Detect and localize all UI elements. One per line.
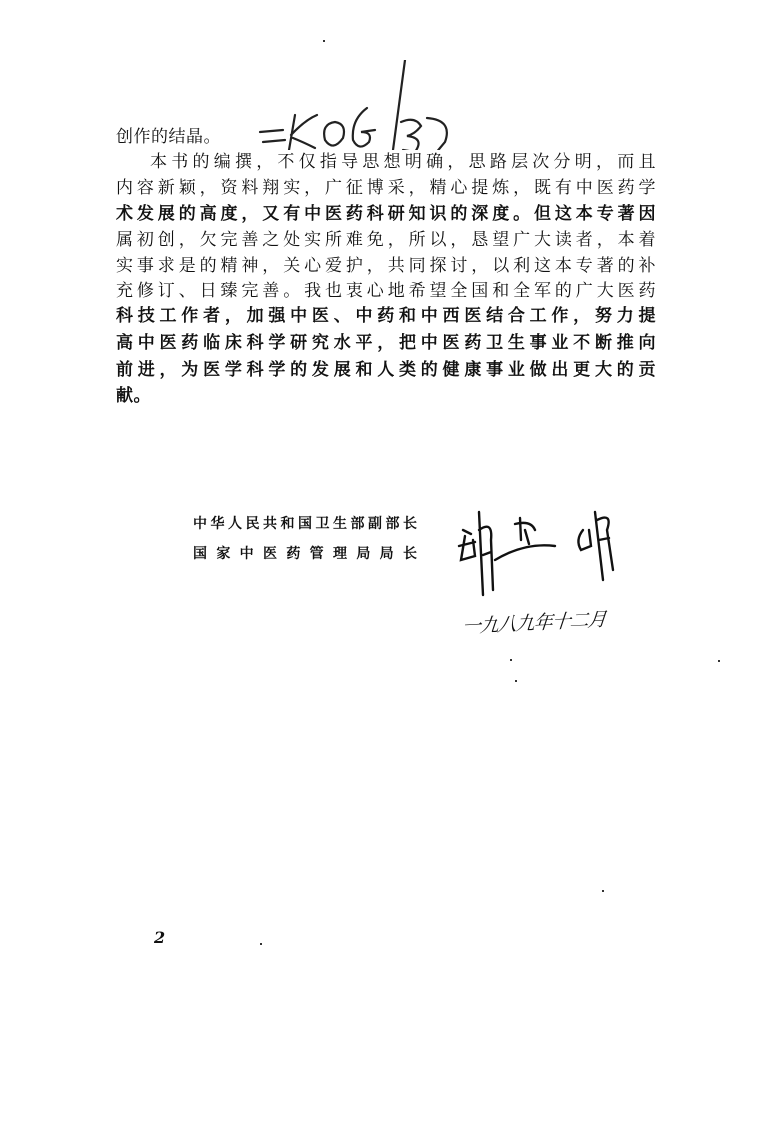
handwritten-stamp (255, 60, 455, 154)
scan-speck (602, 890, 604, 892)
text-line: 内容新颖，资料翔实，广征博采，精心提炼，既有中医药学 (116, 178, 656, 198)
scan-speck (260, 943, 262, 945)
text-line: 本书的编撰，不仅指导思想明确，思路层次分明，而且 (150, 152, 656, 172)
page-number: 2 (154, 928, 166, 947)
scan-speck (515, 680, 517, 682)
handwritten-date: 一九八九年十二月 (460, 608, 607, 639)
text-line: 术发展的高度，又有中医药科研知识的深度。但这本专著因 (116, 204, 656, 224)
text-line: 高中医药临床科学研究水平，把中医药卫生事业不断推向 (116, 333, 656, 353)
text-line: 实事求是的精神，关心爱护，共同探讨，以利这本专著的补 (116, 256, 656, 276)
text-line: 属初创，欠完善之处实所难免，所以，恳望广大读者，本着 (116, 230, 656, 250)
scan-speck (323, 40, 325, 42)
handwritten-signature (455, 500, 635, 604)
text-line: 前进，为医学科学的发展和人类的健康事业做出更大的贡 (116, 360, 656, 380)
scan-speck (510, 659, 512, 661)
text-line: 献。 (116, 386, 151, 406)
signer-title-2: 国家中医药管理局局长 (193, 546, 417, 562)
signer-title-1: 中华人民共和国卫生部副部长 (193, 516, 417, 532)
text-line: 充修订、日臻完善。我也衷心地希望全国和全军的广大医药 (116, 281, 656, 301)
scan-speck (718, 660, 720, 662)
text-line: 创作的结晶。 (116, 127, 221, 147)
text-line: 科技工作者，加强中医、中药和中西医结合工作，努力提 (116, 306, 656, 326)
